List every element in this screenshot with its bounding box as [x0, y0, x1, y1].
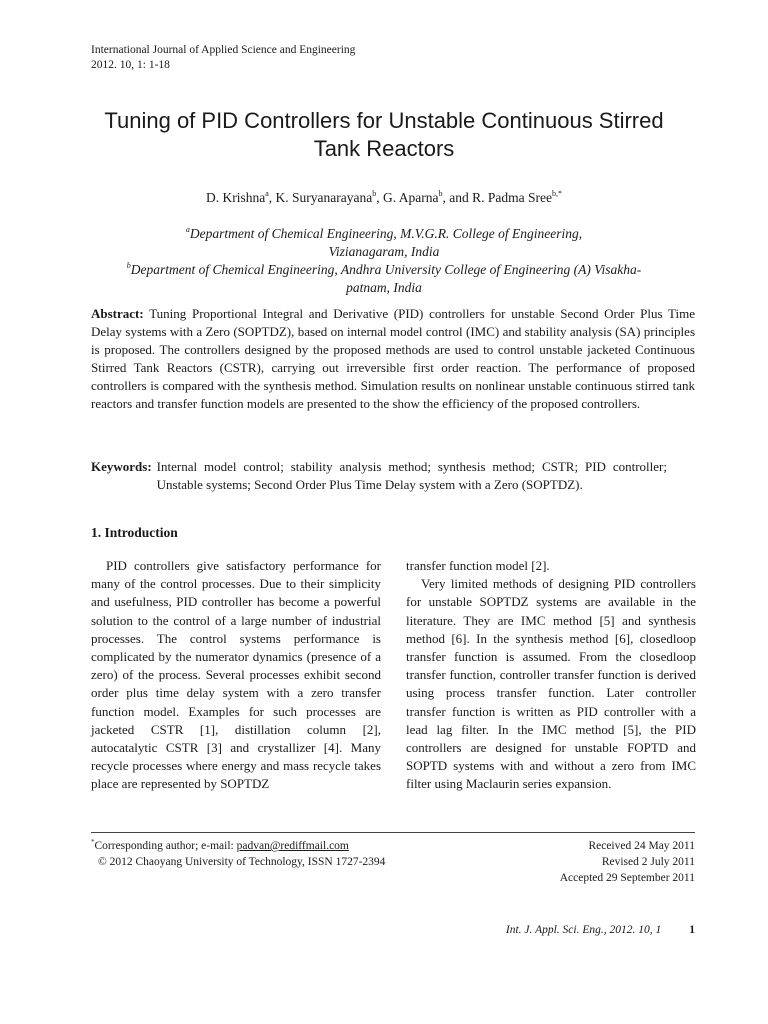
- affiliation-text: Department of Chemical Engineering, Andhra University College of Engineering (A) Visakha-: [130, 262, 642, 277]
- paper-title-line-2: Tank Reactors: [313, 136, 455, 161]
- keywords-text: Internal model control; stability analysis method; synthesis method; CSTR; PID controller; Unstable systems; Second Order Plus Time Delay system with a Zero (SOPTDZ).: [156, 459, 667, 492]
- affiliation-b-cont: patnam, India: [346, 280, 422, 295]
- abstract-text: Tuning Proportional Integral and Derivative (PID) controllers for unstable Second Order Plus Time Delay systems with a Zero (SOPTDZ), based on internal model control (IMC) and stability analysis (SA) principles is proposed. The controllers designed by the proposed methods are used to control unstable jacketed Continuous Stirred Tank Reactors (CSTR), carrying out irreversible first order reaction. The performance of proposed controllers is compared with the synthesis method. Simulation results on nonlinear unstable continuous stirred tank reactors and transfer function models are presented to the show the efficiency of the proposed controllers.: [91, 306, 696, 411]
- author-name: R. Padma Sree: [472, 190, 552, 205]
- journal-issue: 2012. 10, 1: 1-18: [91, 59, 170, 71]
- footer-citation: Int. J. Appl. Sci. Eng., 2012. 10, 1: [505, 924, 662, 936]
- journal-header: [91, 43, 355, 73]
- abstract-label: Abstract:: [91, 306, 144, 321]
- body-paragraph: transfer function model [2].: [406, 558, 550, 573]
- corresponding-label: Corresponding author; e-mail:: [94, 840, 237, 852]
- author-list: [60, 189, 708, 207]
- author-name: K. Suryanarayana: [275, 190, 373, 205]
- email-link[interactable]: padvan@rediffmail.com: [236, 840, 349, 852]
- footnote-divider: [91, 832, 695, 833]
- affiliation-a-cont: Vizianagaram, India: [328, 244, 440, 259]
- paper-title-line-1: Tuning of PID Controllers for Unstable Continuous Stirred: [104, 108, 664, 133]
- author-separator: ,: [268, 190, 276, 205]
- received-date: Received 24 May 2011: [588, 840, 695, 852]
- affiliation-mark: a: [185, 225, 190, 234]
- revised-date: Revised 2 July 2011: [601, 856, 695, 868]
- keywords-label: Keywords:: [91, 459, 152, 474]
- body-paragraph: Very limited methods of designing PID controllers for unstable SOPTDZ systems are available in the literature. They are IMC method [5] and synthesis method [6]. In the synthesis method [6], closedloop transfer function is assumed. From the closedloop transfer function, controller transfer function is derived using process transfer function. Later controller transfer function is written as PID controller with a lead lag filter. In the IMC method [5], the PID controllers are designed for unstable FOPTD and SOPTD systems with and without a zero from IMC filter using Maclaurin series expansion.: [406, 576, 696, 792]
- keywords: [91, 458, 695, 494]
- author-affil-mark: b,*: [552, 189, 562, 198]
- footnote-star: *: [91, 838, 95, 846]
- body-column-right: [406, 557, 696, 794]
- author-name: D. Krishna: [205, 190, 266, 205]
- journal-name: International Journal of Applied Science and Engineering: [91, 44, 356, 56]
- affiliation-text: Department of Chemical Engineering, M.V.G.R. College of Engineering,: [189, 226, 583, 241]
- footnote-correspondence: [91, 838, 471, 870]
- copyright-notice: © 2012 Chaoyang University of Technology, ISSN 1727-2394: [98, 856, 386, 868]
- author-affil-mark: a: [265, 189, 269, 198]
- abstract: [91, 305, 695, 413]
- body-column-left: [91, 557, 381, 794]
- author-affil-mark: b: [438, 189, 443, 198]
- author-separator: , and: [442, 190, 473, 205]
- page-number: 1: [689, 924, 695, 936]
- body-paragraph: PID controllers give satisfactory performance for many of the control processes. Due to their simplicity and usefulness, PID controller has become a powerful solution to the control of a large number of industrial processes. The control systems performance is complicated by the numerator dynamics (presence of a zero) of the process. Several processes exhibit second order plus time delay system with a zero transfer function model. Examples for such processes are jacketed CSTR [1], distillation column [2], autocatalytic CSTR [3] and crystallizer [4]. Many recycle processes where energy and mass recycle takes place are represented by SOPTDZ: [91, 558, 381, 792]
- affiliation-a: [60, 225, 708, 243]
- affiliations: [60, 225, 708, 297]
- author-name: G. Aparna: [383, 190, 439, 205]
- paper-title: [60, 107, 708, 163]
- author-separator: ,: [376, 190, 384, 205]
- footnote-dates: [495, 838, 695, 886]
- section-heading: 1. Introduction: [91, 525, 178, 540]
- accepted-date: Accepted 29 September 2011: [559, 872, 695, 884]
- affiliation-b: [60, 261, 708, 279]
- affiliation-mark: b: [126, 261, 131, 270]
- page-footer: [400, 922, 695, 938]
- author-affil-mark: b: [372, 189, 377, 198]
